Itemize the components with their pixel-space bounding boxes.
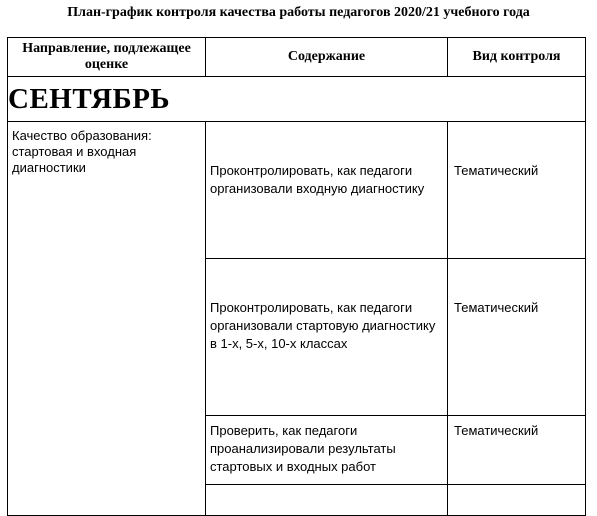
- header-content: Содержание: [206, 38, 448, 77]
- month-row: [8, 77, 586, 122]
- control-plan-table-container: [7, 37, 585, 474]
- table-row: [8, 122, 586, 259]
- content-cell: Проконтролировать, как педагоги организовали стартовую диагностику в 1-х, 5-х, 10-х классах: [206, 259, 448, 416]
- header-control-type: Вид контроля: [448, 38, 586, 77]
- content-cell-empty: [206, 485, 448, 516]
- page-title: План-график контроля качества работы педагогов 2020/21 учебного года: [67, 5, 530, 20]
- control-type-cell-empty: [448, 485, 586, 516]
- control-type-cell: Тематический: [448, 122, 586, 259]
- content-cell: Проверить, как педагоги проанализировали результаты стартовых и входных работ: [206, 416, 448, 485]
- month-heading: СЕНТЯБРЬ: [8, 77, 586, 122]
- control-plan-table: [7, 37, 586, 516]
- header-direction: Направление, подлежащее оценке: [8, 38, 206, 77]
- control-type-cell: Тематический: [448, 259, 586, 416]
- content-cell: Проконтролировать, как педагоги организовали входную диагностику: [206, 122, 448, 259]
- control-type-cell: Тематический: [448, 416, 586, 485]
- table-header-row: [8, 38, 586, 77]
- topic-cell: Качество образования: стартовая и входная диагностики: [8, 122, 206, 516]
